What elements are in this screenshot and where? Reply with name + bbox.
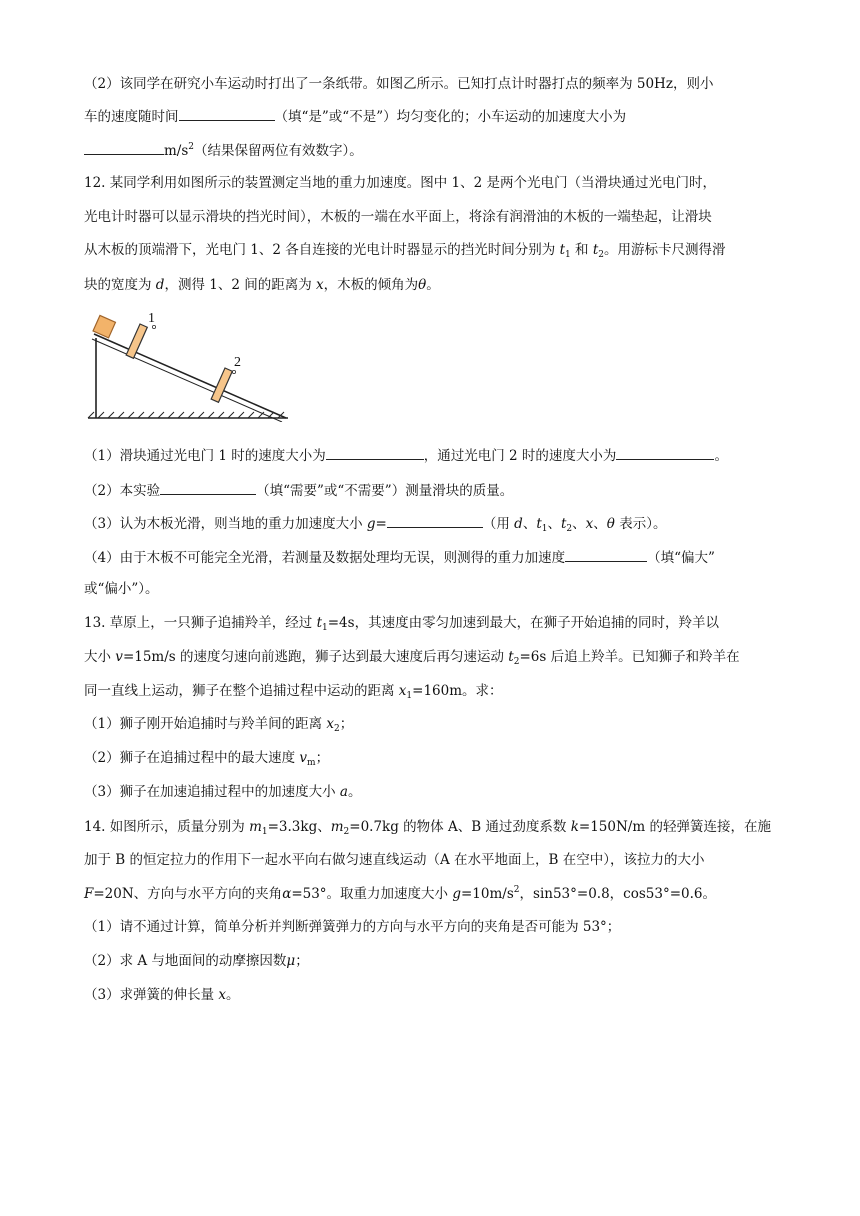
photogate-2-label: 2: [234, 355, 241, 370]
answer-blank[interactable]: [326, 445, 424, 460]
q12-stem-line4: 块的宽度为 d，测得 1、2 间的距离为 x，木板的倾角为θ。: [84, 277, 440, 293]
q14-sub2: （2）求 A 与地面间的动摩擦因数μ；: [84, 953, 309, 969]
incline-board-underside: [92, 339, 282, 422]
q11-part2-line1: （2）该同学在研究小车运动时打出了一条纸带。如图乙所示。已知打点计时器打点的频率为 50Hz，则小: [84, 76, 714, 92]
q14-sub1: （1）请不通过计算，简单分析并判断弹簧弹力的方向与水平方向的夹角是否可能为 53°；: [84, 919, 621, 935]
answer-blank[interactable]: [616, 445, 714, 460]
q12-sub1: （1）滑块通过光电门 1 时的速度大小为 ，通过光电门 2 时的速度大小为 。: [84, 445, 728, 466]
answer-blank[interactable]: [565, 547, 647, 562]
q14-stem-line3: F=20N、方向与水平方向的夹角α=53°。取重力加速度大小 $g=10m/s^2$，sin53°=0.8，cos53°=0.6。: [84, 885, 716, 902]
q14-sub3: （3）求弹簧的伸长量 x。: [84, 987, 240, 1003]
q13-sub1: （1）狮子刚开始追捕时与羚羊间的距离 $x_2$；: [84, 716, 354, 734]
q12-stem-line2: 光电计时器可以显示滑块的挡光时间），木板的一端在水平面上，将涂有润滑油的木板的一端垫起，让滑块: [84, 209, 712, 225]
incline-board: [94, 334, 286, 418]
q13-stem-line1: 13. 草原上，一只狮子追捕羚羊，经过 $t_1=4s$，其速度由零匀加速到最大，在狮子开始追捕的同时，羚羊以: [84, 615, 720, 633]
incline-apparatus-diagram: [84, 310, 294, 422]
q12-sub4-cont: 或“偏小”）。: [84, 581, 159, 597]
q13-stem-line3: 同一直线上运动，狮子在整个追捕过程中运动的距离 $x_1=160m$。求：: [84, 683, 503, 701]
q14-stem-line2: 加于 B 的恒定拉力的作用下一起水平向右做匀速直线运动（A 在水平地面上，B 在空中），该拉力的大小: [84, 852, 705, 868]
q13-stem-line2: 大小 v=15m/s 的速度匀速向前逃跑，狮子达到最大速度后再匀速运动 $t_2=6s$ 后追上羚羊。已知狮子和羚羊在: [84, 649, 740, 667]
q14-stem-line1: 14. 如图所示，质量分别为 $m_1=3.3kg$、$m_2=0.7kg$ 的物体 A、B 通过劲度系数 k=150N/m 的轻弹簧连接，在施: [84, 819, 771, 837]
q12-sub4: （4）由于木板不可能完全光滑，若测量及数据处理均无误，则测得的重力加速度 （填“偏大”: [84, 547, 715, 568]
answer-blank[interactable]: [160, 480, 256, 495]
photogate-2: [211, 368, 235, 402]
ground-hatch: [88, 412, 284, 418]
answer-blank[interactable]: [387, 513, 483, 528]
photogate-1: [126, 324, 155, 358]
q13-sub2: （2）狮子在追捕过程中的最大速度 $v_m$；: [84, 750, 330, 768]
q11-part2-line3: $m/s^2$（结果保留两位有效数字）。: [84, 140, 363, 161]
q12-sub3: （3）认为木板光滑，则当地的重力加速度大小 g= （用 d、$t_1$、$t_2$、x、θ 表示）。: [84, 513, 666, 534]
q12-stem-line3: 从木板的顶端滑下，光电门 1、2 各自连接的光电计时器显示的挡光时间分别为 $t_1$ 和 $t_2$。用游标卡尺测得滑: [84, 242, 726, 260]
answer-blank[interactable]: [179, 106, 275, 121]
answer-blank[interactable]: [84, 140, 164, 155]
q12-stem-line1: 12. 某同学利用如图所示的装置测定当地的重力加速度。图中 1、2 是两个光电门（当滑块通过光电门时，: [84, 175, 717, 191]
q11-part2-line2: 车的速度随时间 （填“是”或“不是”）均匀变化的；小车运动的加速度大小为: [84, 106, 626, 127]
photogate-1-label: 1: [148, 311, 155, 326]
q13-sub3: （3）狮子在加速追捕过程中的加速度大小 a。: [84, 784, 362, 800]
q12-sub2: （2）本实验 （填“需要”或“不需要”）测量滑块的质量。: [84, 480, 513, 501]
